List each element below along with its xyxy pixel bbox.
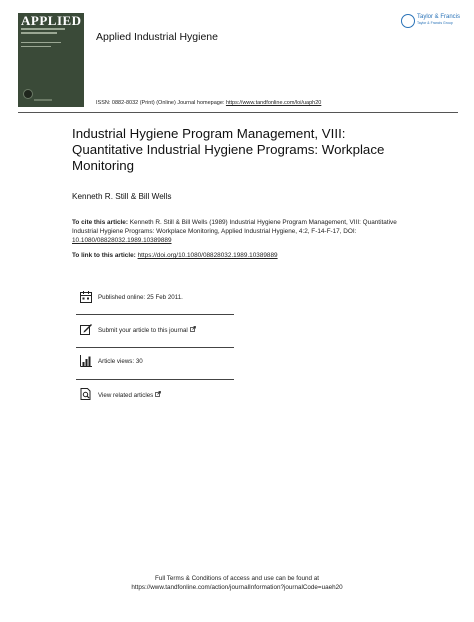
publisher-logo-text: Taylor & Francis bbox=[417, 14, 461, 20]
submit-article-link[interactable] bbox=[98, 326, 196, 334]
header-divider bbox=[18, 112, 458, 113]
citation-label: To cite this article: bbox=[72, 219, 128, 226]
external-link-icon bbox=[155, 391, 161, 397]
cover-title: APPLIED bbox=[21, 13, 82, 28]
footer bbox=[0, 574, 474, 592]
doi-link[interactable]: 10.1080/08828032.1989.10389889 bbox=[72, 237, 172, 244]
publisher-logo[interactable] bbox=[401, 12, 461, 32]
bar-chart-icon bbox=[79, 354, 93, 368]
cover-decoration bbox=[21, 28, 65, 30]
cover-decoration bbox=[34, 99, 52, 101]
cover-decoration bbox=[21, 42, 61, 43]
meta-divider bbox=[76, 347, 234, 348]
article-link-line bbox=[72, 252, 278, 259]
publisher-logo-icon bbox=[401, 14, 415, 28]
article-views-row bbox=[76, 352, 234, 372]
submit-article-row[interactable] bbox=[76, 320, 234, 340]
footer-terms-text: Full Terms & Conditions of access and use can be found at bbox=[154, 575, 320, 582]
article-views-label: Article views: 30 bbox=[98, 358, 143, 365]
external-link-icon bbox=[190, 326, 196, 332]
related-articles-label: View related articles bbox=[98, 392, 154, 399]
related-articles-row[interactable] bbox=[76, 385, 234, 405]
published-date-row bbox=[76, 288, 234, 308]
footer-terms-link[interactable]: https://www.tandfonline.com/action/journalInformation?journalCode=uaeh20 bbox=[131, 584, 343, 591]
journal-name: Applied Industrial Hygiene bbox=[96, 31, 218, 43]
search-document-icon bbox=[79, 387, 93, 401]
issn-text: ISSN: 0882-8032 (Print) (Online) Journal homepage: bbox=[96, 100, 226, 106]
issn-line bbox=[96, 100, 321, 106]
cover-emblem-icon bbox=[23, 89, 33, 99]
submit-article-label: Submit your article to this journal bbox=[98, 327, 188, 334]
citation-block bbox=[72, 218, 412, 245]
calendar-icon bbox=[79, 290, 93, 304]
citation-text: Kenneth R. Still & Bill Wells (1989) Industrial Hygiene Program Management, VIII: Quantitative Industrial Hygiene Programs: Workplace Monitoring, Applied Industrial Hygiene, 4:2, F-14-F-17, DOI: bbox=[72, 219, 397, 235]
edit-icon bbox=[79, 322, 93, 336]
meta-divider bbox=[76, 314, 234, 315]
publisher-logo-subtext: Taylor & Francis Group bbox=[417, 21, 453, 25]
cover-decoration bbox=[21, 46, 51, 47]
journal-homepage-link[interactable]: https://www.tandfonline.com/loi/uaph20 bbox=[225, 100, 322, 106]
article-doi-url[interactable]: https://doi.org/10.1080/08828032.1989.10389889 bbox=[137, 252, 278, 259]
article-authors: Kenneth R. Still & Bill Wells bbox=[72, 192, 172, 201]
related-articles-link[interactable] bbox=[98, 391, 161, 399]
published-date-label: Published online: 25 Feb 2011. bbox=[98, 294, 183, 301]
cover-decoration bbox=[21, 32, 57, 34]
meta-divider bbox=[76, 379, 234, 380]
article-link-label: To link to this article: bbox=[72, 252, 138, 259]
journal-cover-image bbox=[18, 13, 84, 107]
article-title: Industrial Hygiene Program Management, VIII: Quantitative Industrial Hygiene Programs: Workplace Monitoring bbox=[72, 126, 385, 173]
